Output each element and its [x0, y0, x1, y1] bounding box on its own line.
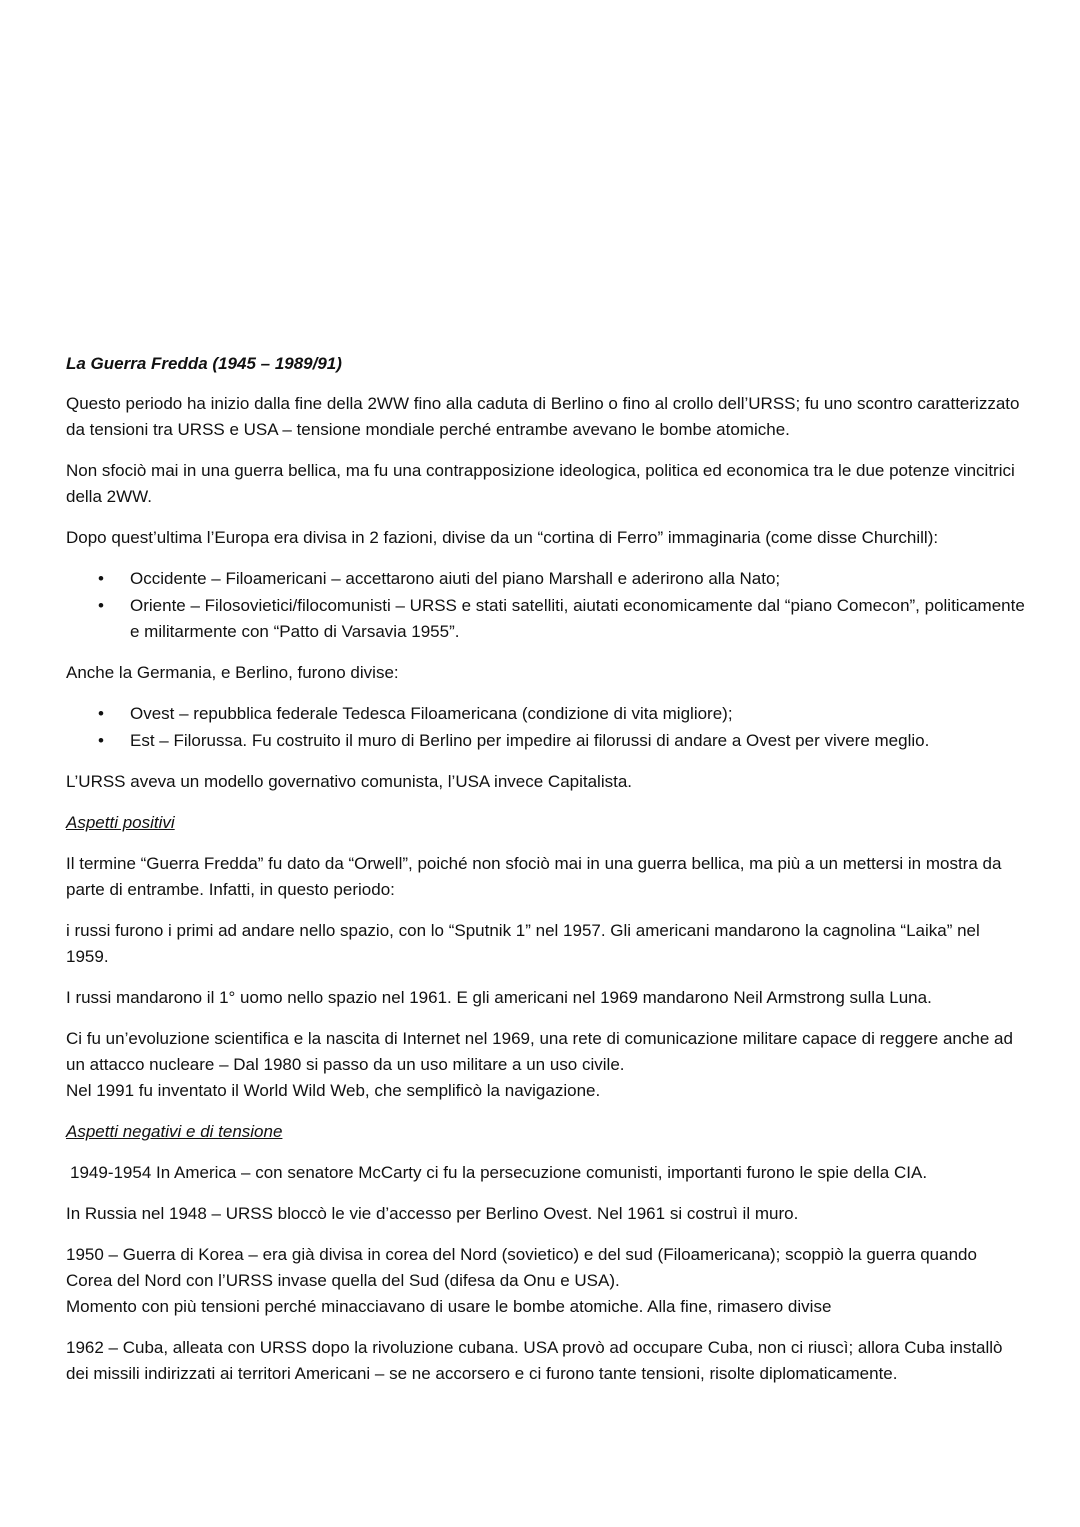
list-item-text: Oriente – Filosovietici/filocomunisti – URSS e stati satelliti, aiutati economicamente dal “piano Comecon”, politicamente e militarmente con “Patto di Varsavia 1955”.: [130, 596, 1025, 641]
internet-text: Ci fu un’evoluzione scientifica e la nascita di Internet nel 1969, una rete di comunicazione militare capace di reggere anche ad un attacco nucleare – Dal 1980 si passo da un uso militare a un uso civile.: [66, 1029, 1013, 1074]
models-paragraph: L’URSS aveva un modello governativo comunista, l’USA invece Capitalista.: [66, 772, 633, 791]
germany-division-list: [66, 701, 1026, 754]
positive-aspects-heading: Aspetti positivi: [66, 813, 175, 832]
korea-tension-text: Momento con più tensioni perché minacciavano di usare le bombe atomiche. Alla fine, rimasero divise: [66, 1297, 832, 1316]
document-body: [66, 351, 1026, 1402]
list-item-text: Ovest – repubblica federale Tedesca Filoamericana (condizione di vita migliore);: [130, 704, 733, 723]
list-item-text: Occidente – Filoamericani – accettarono aiuti del piano Marshall e aderirono alla Nato;: [130, 569, 781, 588]
internet-paragraph: [66, 1026, 1026, 1104]
mccarty-paragraph: 1949-1954 In America – con senatore McCarty ci fu la persecuzione comunisti, importanti furono le spie della CIA.: [70, 1163, 928, 1182]
positive-paragraph: i russi furono i primi ad andare nello spazio, con lo “Sputnik 1” nel 1957. Gli americani mandarono la cagnolina “Laika” nel 1959.: [66, 921, 980, 966]
intro-paragraph: Questo periodo ha inizio dalla fine della 2WW fino alla caduta di Berlino o fino al crollo dell’URSS; fu uno scontro caratterizzato da tensioni tra URSS e USA – tensione mondiale perché entrambe avevano le bombe atomiche.: [66, 394, 1020, 439]
list-item-text: Est – Filorussa. Fu costruito il muro di Berlino per impedire ai filorussi di andare a Ovest per vivere meglio.: [130, 731, 930, 750]
intro-paragraph: Non sfociò mai in una guerra bellica, ma fu una contrapposizione ideologica, politica ed economica tra le due potenze vincitrici della 2WW.: [66, 461, 1015, 506]
list-item: [66, 593, 1026, 645]
russia-paragraph: In Russia nel 1948 – URSS bloccò le vie d’accesso per Berlino Ovest. Nel 1961 si costruì il muro.: [66, 1204, 799, 1223]
list-item: [66, 728, 1026, 754]
intro-paragraph: Dopo quest’ultima l’Europa era divisa in 2 fazioni, divise da un “cortina di Ferro” immaginaria (come disse Churchill):: [66, 528, 939, 547]
list-item: [66, 566, 1026, 592]
list-item: [66, 701, 1026, 727]
korea-text: 1950 – Guerra di Korea – era già divisa in corea del Nord (sovietico) e del sud (Filoamericana); scoppiò la guerra quando Corea del Nord con l’URSS invase quella del Sud (difesa da Onu e USA).: [66, 1245, 977, 1290]
europe-factions-list: [66, 566, 1026, 645]
bullet-icon: •: [98, 704, 104, 723]
www-text: Nel 1991 fu inventato il World Wild Web, che semplificò la navigazione.: [66, 1081, 601, 1100]
document-title: La Guerra Fredda (1945 – 1989/91): [66, 354, 342, 373]
germany-paragraph: Anche la Germania, e Berlino, furono divise:: [66, 663, 399, 682]
positive-paragraph: Il termine “Guerra Fredda” fu dato da “Orwell”, poiché non sfociò mai in una guerra bellica, ma più a un mettersi in mostra da parte di entrambe. Infatti, in questo periodo:: [66, 854, 1002, 899]
negative-aspects-heading: Aspetti negativi e di tensione: [66, 1122, 283, 1141]
korea-paragraph: [66, 1242, 1026, 1320]
bullet-icon: •: [98, 596, 104, 615]
positive-paragraph: I russi mandarono il 1° uomo nello spazio nel 1961. E gli americani nel 1969 mandarono Neil Armstrong sulla Luna.: [66, 988, 932, 1007]
bullet-icon: •: [98, 569, 104, 588]
cuba-paragraph: 1962 – Cuba, alleata con URSS dopo la rivoluzione cubana. USA provò ad occupare Cuba, non ci riuscì; allora Cuba installò dei missili indirizzati ai territori Americani – se ne accorsero e ci furono tante tensioni, risolte diplomaticamente.: [66, 1338, 1003, 1383]
bullet-icon: •: [98, 731, 104, 750]
